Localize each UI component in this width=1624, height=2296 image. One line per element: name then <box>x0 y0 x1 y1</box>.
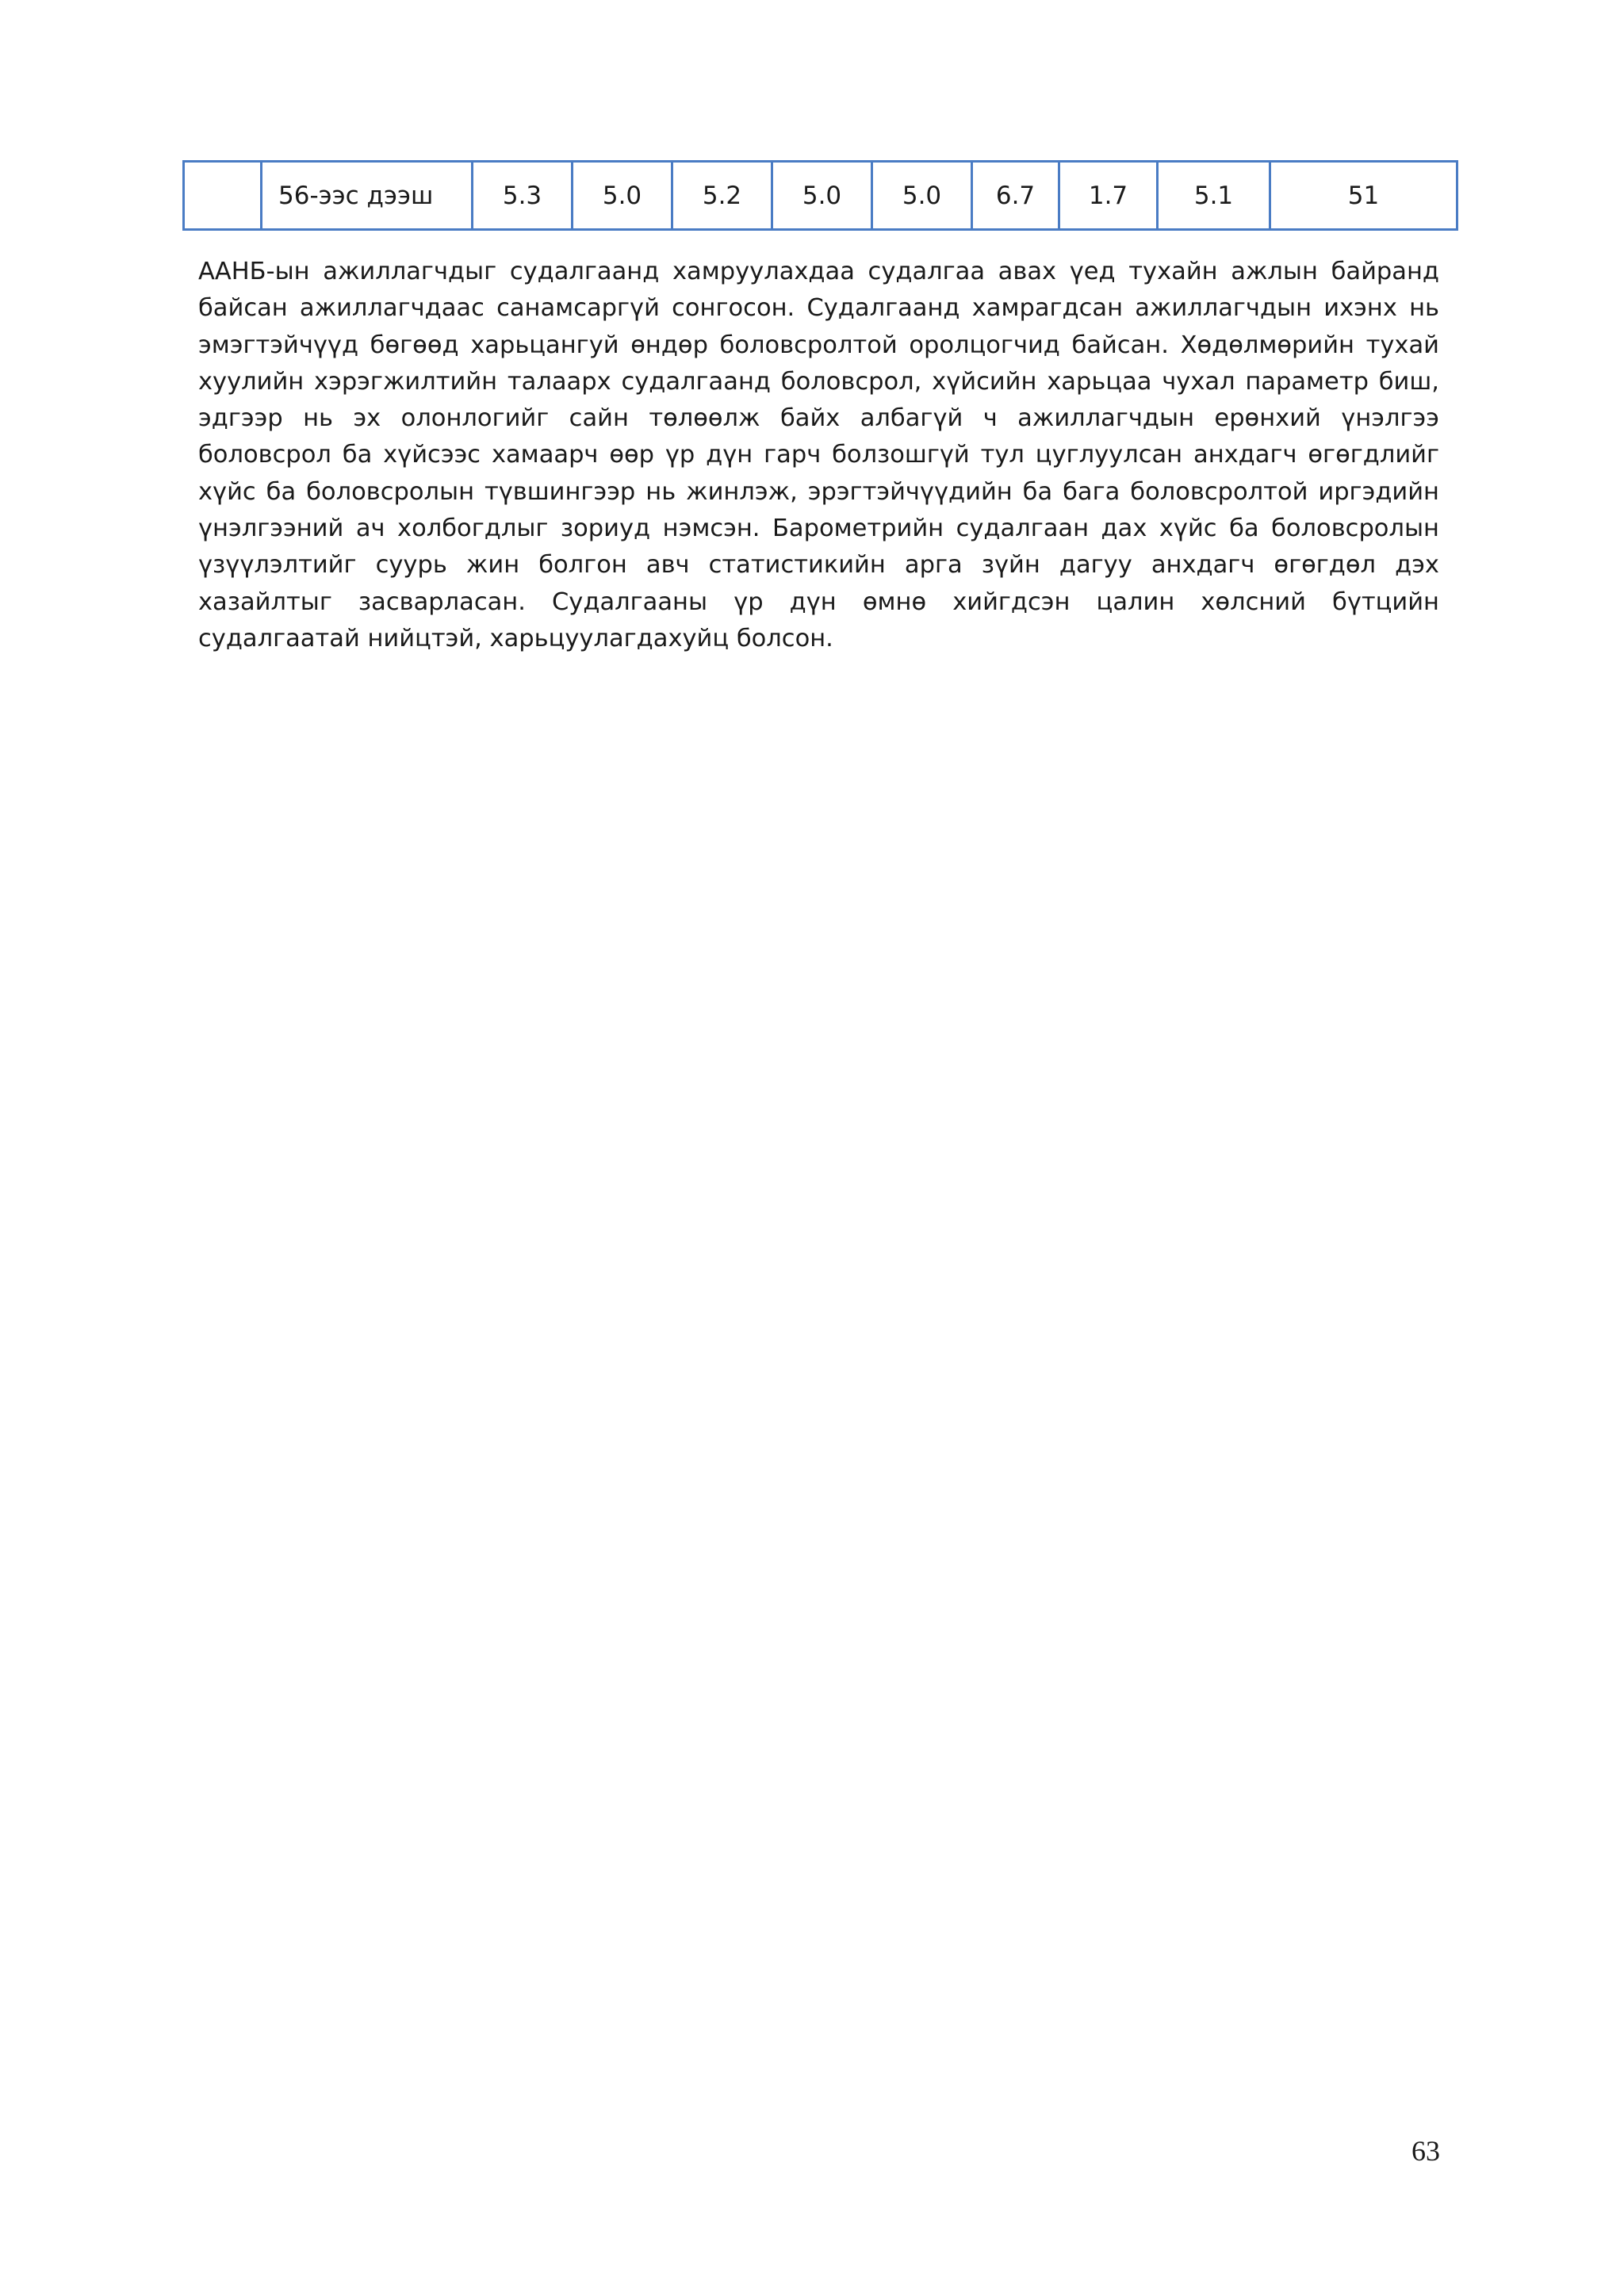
body-paragraph: ААНБ-ын ажиллагчдыг судалгаанд хамруулахдаа судалгаа авах үед тухайн ажлын байранд байсан ажиллагчдаас санамсаргүй сонгосон. Судалгаанд хамрагдсан ажиллагчдын ихэнх нь эмэгтэйчүүд бөгөөд харьцангуй өндөр боловсролтой оролцогчид байсан. Хөдөлмөрийн тухай хуулийн хэрэгжилтийн талаарх судалгаанд боловсрол, хүйсийн харьцаа чухал параметр биш, эдгээр нь эх олонлогийг сайн төлөөлж байх албагүй ч ажиллагчдын ерөнхий үнэлгээ боловсрол ба хүйсээс хамаарч өөр үр дүн гарч болзошгүй тул цуглуулсан анхдагч өгөгдлийг хүйс ба боловсролын түвшингээр нь жинлэж, эрэгтэйчүүдийн ба бага боловсролтой иргэдийн үнэлгээний ач холбогдлыг зориуд нэмсэн. Барометрийн судалгаан дах хүйс ба боловсролын үзүүлэлтийг суурь жин болгон авч статистикийн арга зүйн дагуу анхдагч өгөгдөл дэх хазайлтыг засварласан. Судалгааны үр дүн өмнө хийгдсэн цалин хөлсний бүтцийн судалгаатай нийцтэй, харьцуулагдахуйц болсон. <box>198 258 1439 652</box>
table-cell-empty <box>184 162 262 230</box>
table-cell-value: 5.1 <box>1158 162 1270 230</box>
table-row <box>184 162 1457 230</box>
data-table <box>182 160 1458 231</box>
table-cell-value: 1.7 <box>1059 162 1158 230</box>
table-cell-value: 5.0 <box>772 162 872 230</box>
page-number: 63 <box>1411 2135 1440 2167</box>
table-cell-age-group: 56-ээс дээш <box>262 162 473 230</box>
table-cell-value: 5.0 <box>872 162 972 230</box>
table-cell-value: 5.3 <box>473 162 573 230</box>
table-cell-count: 51 <box>1270 162 1457 230</box>
table-cell-value: 5.2 <box>672 162 772 230</box>
table-cell-value: 6.7 <box>972 162 1059 230</box>
table-cell-value: 5.0 <box>573 162 672 230</box>
